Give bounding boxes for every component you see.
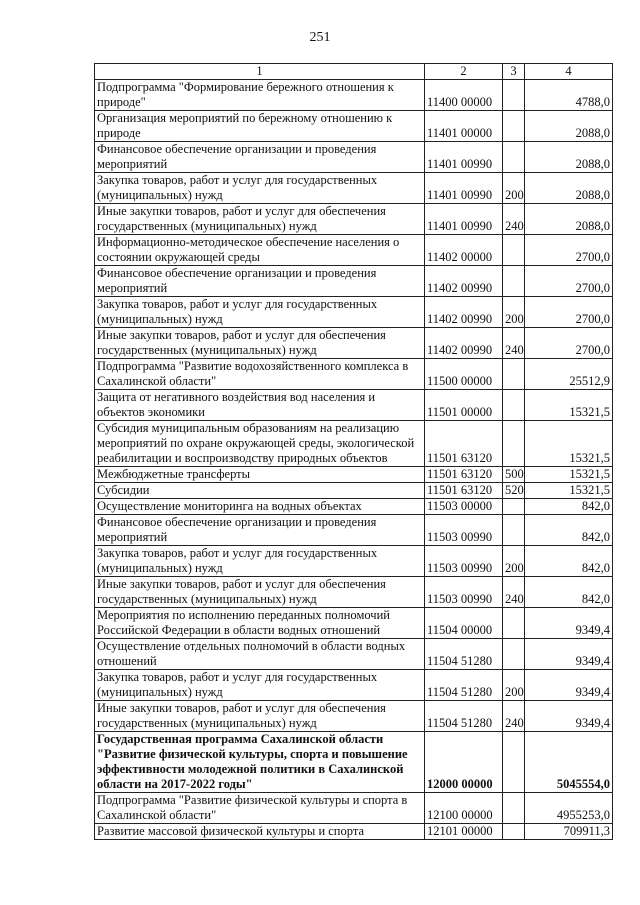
row-expense-type-cell <box>503 266 525 297</box>
row-code-cell: 11503 00990 <box>425 546 503 577</box>
row-sum-cell: 2088,0 <box>525 173 613 204</box>
row-code-cell: 11401 00990 <box>425 142 503 173</box>
row-code-cell: 11402 00990 <box>425 266 503 297</box>
row-expense-type-cell <box>503 359 525 390</box>
row-expense-type-cell: 240 <box>503 577 525 608</box>
table-row <box>95 297 613 328</box>
table-row <box>95 793 613 824</box>
row-name-cell: Подпрограмма "Развитие физической культуры и спорта в Сахалинской области" <box>95 793 425 824</box>
row-name-cell: Закупка товаров, работ и услуг для государственных (муниципальных) нужд <box>95 670 425 701</box>
row-sum-cell: 2088,0 <box>525 204 613 235</box>
row-expense-type-cell <box>503 142 525 173</box>
row-expense-type-cell <box>503 732 525 793</box>
table-row <box>95 824 613 840</box>
row-code-cell: 11503 00990 <box>425 577 503 608</box>
row-sum-cell: 9349,4 <box>525 608 613 639</box>
row-expense-type-cell <box>503 499 525 515</box>
row-code-cell: 11504 51280 <box>425 701 503 732</box>
row-name-cell: Субсидия муниципальным образованиям на реализацию мероприятий по охране окружающей среды, экологической реабилитации и воспроизводству природных объектов <box>95 421 425 467</box>
row-sum-cell: 2088,0 <box>525 111 613 142</box>
budget-table-body <box>95 64 613 840</box>
table-row <box>95 173 613 204</box>
row-expense-type-cell <box>503 639 525 670</box>
table-row <box>95 577 613 608</box>
row-name-cell: Информационно-методическое обеспечение населения о состоянии окружающей среды <box>95 235 425 266</box>
row-sum-cell: 2700,0 <box>525 266 613 297</box>
row-name-cell: Субсидии <box>95 483 425 499</box>
row-sum-cell: 15321,5 <box>525 421 613 467</box>
row-sum-cell: 15321,5 <box>525 390 613 421</box>
row-expense-type-cell <box>503 824 525 840</box>
row-code-cell: 11500 00000 <box>425 359 503 390</box>
row-code-cell: 11501 00000 <box>425 390 503 421</box>
row-expense-type-cell: 500 <box>503 467 525 483</box>
table-row <box>95 111 613 142</box>
row-name-cell: Закупка товаров, работ и услуг для государственных (муниципальных) нужд <box>95 173 425 204</box>
row-code-cell: 11501 63120 <box>425 467 503 483</box>
row-sum-cell: 4788,0 <box>525 80 613 111</box>
row-name-cell: Развитие массовой физической культуры и спорта <box>95 824 425 840</box>
row-code-cell: 11503 00000 <box>425 499 503 515</box>
table-row <box>95 80 613 111</box>
row-expense-type-cell <box>503 390 525 421</box>
table-row <box>95 499 613 515</box>
table-row <box>95 732 613 793</box>
row-expense-type-cell <box>503 421 525 467</box>
row-name-cell: Организация мероприятий по бережному отношению к природе <box>95 111 425 142</box>
row-expense-type-cell: 240 <box>503 204 525 235</box>
header-cell-name: 1 <box>95 64 425 80</box>
table-row <box>95 639 613 670</box>
row-code-cell: 12100 00000 <box>425 793 503 824</box>
row-sum-cell: 842,0 <box>525 546 613 577</box>
row-name-cell: Закупка товаров, работ и услуг для государственных (муниципальных) нужд <box>95 546 425 577</box>
row-sum-cell: 4955253,0 <box>525 793 613 824</box>
row-name-cell: Мероприятия по исполнению переданных полномочий Российской Федерации в области водных отношений <box>95 608 425 639</box>
row-expense-type-cell <box>503 608 525 639</box>
row-sum-cell: 15321,5 <box>525 483 613 499</box>
row-name-cell: Государственная программа Сахалинской области "Развитие физической культуры, спорта и повышение эффективности молодежной политики в Сахалинской области на 2017-2022 годы" <box>95 732 425 793</box>
row-name-cell: Иные закупки товаров, работ и услуг для обеспечения государственных (муниципальных) нужд <box>95 328 425 359</box>
row-name-cell: Осуществление мониторинга на водных объектах <box>95 499 425 515</box>
row-name-cell: Иные закупки товаров, работ и услуг для обеспечения государственных (муниципальных) нужд <box>95 204 425 235</box>
row-code-cell: 11504 51280 <box>425 670 503 701</box>
row-expense-type-cell: 200 <box>503 670 525 701</box>
table-row <box>95 483 613 499</box>
row-sum-cell: 2700,0 <box>525 328 613 359</box>
table-row <box>95 390 613 421</box>
table-row <box>95 359 613 390</box>
row-sum-cell: 2700,0 <box>525 235 613 266</box>
row-sum-cell: 9349,4 <box>525 639 613 670</box>
row-sum-cell: 9349,4 <box>525 701 613 732</box>
row-code-cell: 12000 00000 <box>425 732 503 793</box>
row-code-cell: 11501 63120 <box>425 421 503 467</box>
row-expense-type-cell: 240 <box>503 328 525 359</box>
row-expense-type-cell: 240 <box>503 701 525 732</box>
table-row <box>95 421 613 467</box>
row-expense-type-cell: 520 <box>503 483 525 499</box>
table-row <box>95 328 613 359</box>
table-row <box>95 608 613 639</box>
row-sum-cell: 842,0 <box>525 499 613 515</box>
row-sum-cell: 25512,9 <box>525 359 613 390</box>
row-code-cell: 11503 00990 <box>425 515 503 546</box>
row-name-cell: Межбюджетные трансферты <box>95 467 425 483</box>
row-expense-type-cell <box>503 111 525 142</box>
row-sum-cell: 842,0 <box>525 515 613 546</box>
table-row <box>95 266 613 297</box>
row-code-cell: 11402 00990 <box>425 297 503 328</box>
row-code-cell: 12101 00000 <box>425 824 503 840</box>
row-name-cell: Подпрограмма "Формирование бережного отношения к природе" <box>95 80 425 111</box>
row-name-cell: Защита от негативного воздействия вод населения и объектов экономики <box>95 390 425 421</box>
table-row <box>95 204 613 235</box>
row-name-cell: Закупка товаров, работ и услуг для государственных (муниципальных) нужд <box>95 297 425 328</box>
row-expense-type-cell <box>503 793 525 824</box>
table-row <box>95 515 613 546</box>
row-code-cell: 11401 00990 <box>425 173 503 204</box>
table-row <box>95 670 613 701</box>
row-expense-type-cell <box>503 235 525 266</box>
row-sum-cell: 5045554,0 <box>525 732 613 793</box>
row-code-cell: 11504 51280 <box>425 639 503 670</box>
table-row <box>95 142 613 173</box>
table-row <box>95 701 613 732</box>
row-sum-cell: 15321,5 <box>525 467 613 483</box>
row-sum-cell: 9349,4 <box>525 670 613 701</box>
row-code-cell: 11401 00990 <box>425 204 503 235</box>
page-number: 251 <box>309 30 331 45</box>
table-row <box>95 467 613 483</box>
row-code-cell: 11401 00000 <box>425 111 503 142</box>
row-expense-type-cell <box>503 515 525 546</box>
row-code-cell: 11504 00000 <box>425 608 503 639</box>
row-code-cell: 11400 00000 <box>425 80 503 111</box>
row-name-cell: Финансовое обеспечение организации и проведения мероприятий <box>95 266 425 297</box>
row-code-cell: 11402 00000 <box>425 235 503 266</box>
row-name-cell: Иные закупки товаров, работ и услуг для обеспечения государственных (муниципальных) нужд <box>95 701 425 732</box>
row-code-cell: 11402 00990 <box>425 328 503 359</box>
row-name-cell: Подпрограмма "Развитие водохозяйственного комплекса в Сахалинской области" <box>95 359 425 390</box>
header-cell-code: 2 <box>425 64 503 80</box>
table-row <box>95 235 613 266</box>
row-sum-cell: 2088,0 <box>525 142 613 173</box>
header-cell-type: 3 <box>503 64 525 80</box>
row-name-cell: Осуществление отдельных полномочий в области водных отношений <box>95 639 425 670</box>
row-name-cell: Финансовое обеспечение организации и проведения мероприятий <box>95 515 425 546</box>
row-name-cell: Финансовое обеспечение организации и проведения мероприятий <box>95 142 425 173</box>
budget-table <box>94 63 613 840</box>
row-sum-cell: 842,0 <box>525 577 613 608</box>
row-expense-type-cell: 200 <box>503 173 525 204</box>
row-sum-cell: 709911,3 <box>525 824 613 840</box>
row-expense-type-cell: 200 <box>503 297 525 328</box>
row-sum-cell: 2700,0 <box>525 297 613 328</box>
table-row <box>95 546 613 577</box>
table-header-row <box>95 64 613 80</box>
row-name-cell: Иные закупки товаров, работ и услуг для обеспечения государственных (муниципальных) нужд <box>95 577 425 608</box>
row-expense-type-cell <box>503 80 525 111</box>
row-code-cell: 11501 63120 <box>425 483 503 499</box>
header-cell-sum: 4 <box>525 64 613 80</box>
row-expense-type-cell: 200 <box>503 546 525 577</box>
